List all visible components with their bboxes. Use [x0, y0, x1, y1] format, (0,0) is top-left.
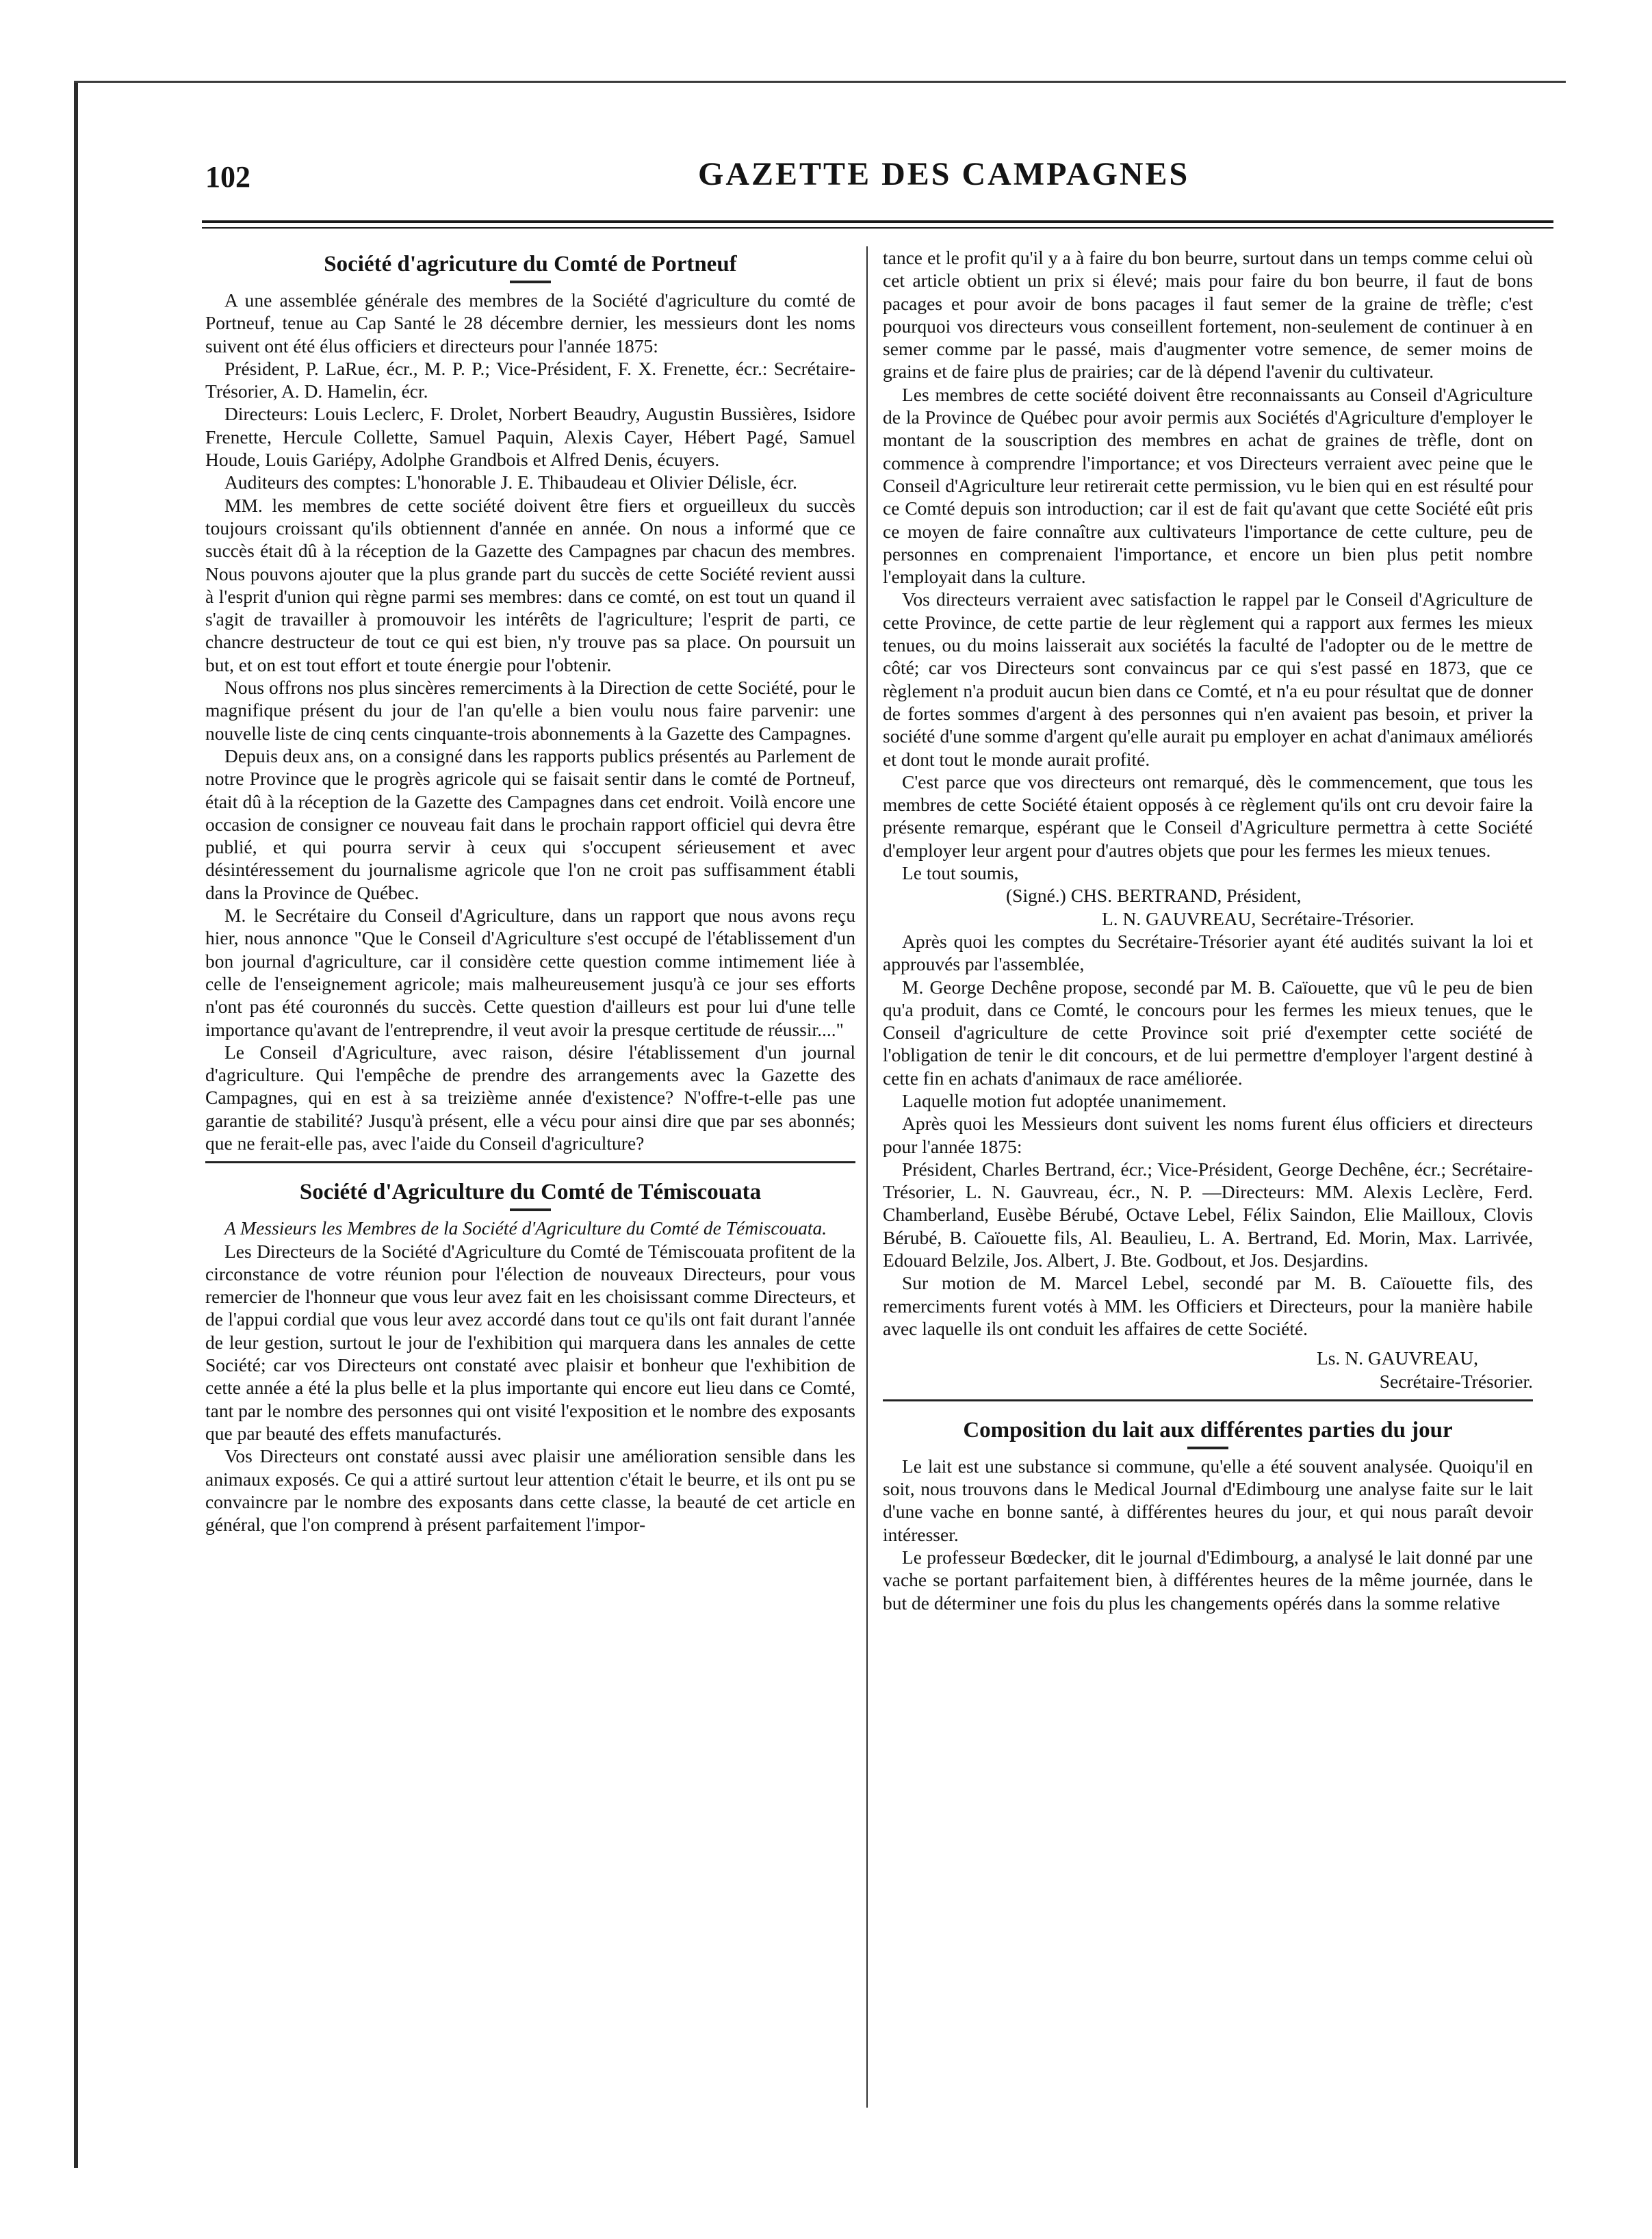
paragraph: tance et le profit qu'il y a à faire du bon beurre, surtout dans un temps comme celui où cet article obtient un prix si élevé; mais pour faire du bon beurre, il faut de bons pacages et pour avoir de bons pacages il faut semer de la graine de trèfle; c'est pourquoi vos directeurs vous conseillent fortement, non-seulement de continuer à en semer comme par le passé, mais d'augmenter votre semence, de semer moins de grains et de faire plus de prairies; car de là dépend l'avenir du cultivateur.	[883, 247, 1533, 383]
signature-title: Secrétaire-Trésorier.	[1379, 1370, 1533, 1392]
page-edge-left	[74, 81, 78, 2168]
running-title: GAZETTE DES CAMPAGNES	[698, 156, 1190, 192]
title-rule	[510, 1208, 551, 1211]
page-number: 102	[205, 160, 250, 194]
paragraph: M. George Dechêne propose, secondé par M. B. Caïouette, que vû le peu de bien qu'a produit, dans ce Comté, le concours pour les fermes les mieux tenues, que le Conseil d'agriculture de cette Province soit prié d'exempter cette société de l'obligation de tenir le dit concours, et de lui permettre d'employer l'argent destiné à cette fin en achats d'animaux de race améliorée.	[883, 976, 1533, 1089]
signature-line: (Signé.) CHS. BERTRAND, Président,	[1006, 885, 1302, 907]
signature-block	[883, 884, 1533, 930]
paragraph: Le professeur Bœdecker, dit le journal d'Edimbourg, a analysé le lait donné par une vache se portant parfaitement bien, à différentes heures de la même journée, dans le but de déterminer une fois du plus les changements opérés dans la somme relative	[883, 1546, 1533, 1614]
paragraph: Président, P. LaRue, écr., M. P. P.; Vice-Président, F. X. Frenette, écr.: Secrétaire-Trésorier, A. D. Hamelin, écr.	[205, 357, 855, 402]
paragraph: Le tout soumis,	[902, 862, 1019, 884]
paragraph: Vos directeurs verraient avec satisfaction le rappel par le Conseil d'Agriculture de cette Province, de cette partie de leur règlement qui a rapport aux fermes les mieux tenues, ou du moins laisserait aux sociétés la faculté de l'adopter ou de le mettre de côté; car vos Directeurs sont convaincus par ce qui s'est passé en 1873, que ce règlement n'a produit aucun bien dans ce Comté, et n'a eu pour résultat que de donner de fortes sommes d'argent à des personnes qui n'en avaient pas besoin, et priver la société d'une somme d'argent qu'elle aurait pu employer en achat d'animaux améliorés et dont tout le monde aurait profité.	[883, 588, 1533, 770]
page-header	[205, 147, 1553, 209]
salutation: A Messieurs les Membres de la Société d'Agriculture du Comté de Témiscouata.	[224, 1217, 827, 1239]
paragraph: Les membres de cette société doivent être reconnaissants au Conseil d'Agriculture de la Province de Québec pour avoir permis aux Sociétés d'Agriculture d'employer le montant de la souscription des membres en achat de graines de trèfle, dont on commence à comprendre l'importance; et vos Directeurs verraient avec peine que le Conseil d'Agriculture leur retirerait cette permission, vu le bien qui en est résulté pour ce Comté depuis son introduction; car il est de fait qu'avant que cette Société eût pris ce moyen de faire connaître aux cultivateurs l'importance de cette culture, peu de personnes en comprenaient l'importance, et encore un bien plus petit nombre l'employait dans la culture.	[883, 383, 1533, 588]
title-rule	[1187, 1447, 1228, 1449]
paragraph: MM. les membres de cette société doivent être fiers et orgueilleux du succès toujours croissant qu'ils obtiennent d'année en année. On nous a informé que ce succès était dû à la réception de la Gazette des Campagnes par chacun des membres. Nous pouvons ajouter que la plus grande part du succès de cette Société revient aussi à l'esprit d'union qui règne parmi ses membres: dans ce comté, on est tout un quand il s'agit de travailler à promouvoir les intérêts de l'agriculture; l'esprit de parti, ce chancre destructeur de tout ce qui est bien, n'y trouve pas sa place. On poursuit un but, et on est tout effort et toute énergie pour l'obtenir.	[205, 494, 855, 675]
paragraph: Après quoi les Messieurs dont suivent les noms furent élus officiers et directeurs pour l'année 1875:	[883, 1113, 1533, 1157]
paragraph: Sur motion de M. Marcel Lebel, secondé par M. B. Caïouette fils, des remerciments furent votés à MM. les Officiers et Directeurs, pour la manière habile avec laquelle ils ont conduit les affaires de cette Société.	[883, 1272, 1533, 1339]
title-rule	[510, 281, 551, 283]
header-rule	[202, 220, 1553, 223]
paragraph: Directeurs: Louis Leclerc, F. Drolet, Norbert Beaudry, Augustin Bussières, Isidore Frenette, Hercule Collette, Samuel Paquin, Alexis Cayer, Hébert Pagé, Samuel Houde, Louis Gariépy, Adolphe Grandbois et Alfred Denis, écuyers.	[205, 403, 855, 471]
paragraph: C'est parce que vos directeurs ont remarqué, dès le commencement, que tous les membres de cette Société étaient opposés à ce règlement qu'ils ont cru devoir faire la présente remarque, espérant que le Conseil d'Agriculture permettra à cette Société d'employer leur argent pour d'autres objets que pour les fermes les mieux tenues.	[883, 771, 1533, 861]
paragraph: Depuis deux ans, on a consigné dans les rapports publics présentés au Parlement de notre Province que le progrès agricole qui se faisait sentir dans le comté de Portneuf, était dû à la réception de la Gazette des Campagnes dans cet endroit. Voilà encore une occasion de consigner ce nouveau fait dans le prochain rapport officiel qui devra être publié, et qui pourra servir à ceux qui s'occupent sérieusement et avec désintéressement du journalisme agricole que l'on ne croit pas suffisamment établi dans la Province de Québec.	[205, 745, 855, 903]
paragraph: Le Conseil d'Agriculture, avec raison, désire l'établissement d'un journal d'agriculture. Qui l'empêche de prendre des arrangements avec la Gazette des Campagnes, qui en est à sa treizième année d'existence? N'offre-t-elle pas une garantie de stabilité? Jusqu'à présent, elle a vécu pour ainsi dire que par ses abonnés; que ne ferait-elle pas, avec l'aide du Conseil d'agriculture?	[205, 1041, 855, 1154]
paragraph: Après quoi les comptes du Secrétaire-Trésorier ayant été audités suivant la loi et approuvés par l'assemblée,	[883, 930, 1533, 975]
section-title-portneuf: Société d'agricuture du Comté de Portneuf	[324, 252, 737, 276]
paragraph: Auditeurs des comptes: L'honorable J. E. Thibaudeau et Olivier Délisle, écr.	[224, 471, 797, 493]
paragraph: Président, Charles Bertrand, écr.; Vice-Président, George Dechêne, écr.; Secrétaire-Trésorier, L. N. Gauvreau, écr., N. P. —Directeurs: MM. Alexis Leclère, Ferd. Chamberland, Eusèbe Bérubé, Octave Lebel, Félix Saindon, Elie Mailloux, Clovis Bérubé, B. Caïouette fils, Al. Beaulieu, L. A. Bertrand, Ed. Morin, Max. Larrivée, Edouard Belzile, Jos. Albert, J. Bte. Godbout, et Jos. Desjardins.	[883, 1158, 1533, 1271]
paragraph: M. le Secrétaire du Conseil d'Agriculture, dans un rapport que nous avons reçu hier, nous annonce "Que le Conseil d'Agriculture s'est occupé de l'établissement d'un bon journal d'agriculture, car il considère cette question comme intimement liée à celle de l'enseignement agricole; mais malheureusement jusqu'à ce jour ses efforts n'ont pas été couronnés du succès. Cette question d'ailleurs est pour lui d'une telle importance qu'avant de l'entreprendre, il veut avoir la presque certitude de réussir...."	[205, 905, 855, 1040]
paragraph: Les Directeurs de la Société d'Agriculture du Comté de Témiscouata profitent de la circonstance de votre réunion pour l'élection de nouveaux Directeurs, pour vous remercier de l'honneur que vous leur avez fait en les choisissant comme Directeurs, et de l'appui cordial que vous leur avez accordé dans tout ce qu'ils ont fait durant l'année de leur gestion, surtout le jour de l'exhibition qui marquera dans les annales de cette Société; car vos Directeurs ont constaté avec plaisir et bonheur que l'exhibition de cette année a été la plus belle et la plus importante qui encore eut lieu dans ce Comté, tant par le nombre des personnes qui ont visité l'exposition et le nombre des exposants que par beauté des effets manufacturés.	[205, 1240, 855, 1444]
section-title-temiscouata: Société d'Agriculture du Comté de Témiscouata	[299, 1180, 762, 1205]
paragraph: Laquelle motion fut adoptée unanimement.	[902, 1089, 1227, 1111]
page-edge-top	[74, 81, 1566, 83]
paragraph: A une assemblée générale des membres de la Société d'agriculture du comté de Portneuf, tenue au Cap Santé le 28 décembre dernier, les messieurs dont les noms suivent ont été élus officiers et directeurs pour l'année 1875:	[205, 289, 855, 357]
signature-line: L. N. GAUVREAU, Secrétaire-Trésorier.	[1102, 907, 1415, 929]
right-column	[883, 246, 1533, 2108]
section-title-milk: Composition du lait aux différentes parties du jour	[963, 1417, 1453, 1442]
left-column	[205, 246, 855, 2108]
section-rule	[883, 1399, 1533, 1401]
column-divider	[866, 246, 868, 2108]
paragraph: Vos Directeurs ont constaté aussi avec plaisir une amélioration sensible dans les animaux exposés. Ce qui a attiré surtout leur attention c'était le beurre, et ils ont pu se convaincre par le nombre des exposants dans cette classe, la beauté de cet article en général, que l'on comprend à présent parfaitement l'impor-	[205, 1445, 855, 1536]
signature-name: Ls. N. GAUVREAU,	[1316, 1347, 1478, 1369]
paragraph: Le lait est une substance si commune, qu'elle a été souvent analysée. Quoiqu'il en soit, nous trouvons dans le Medical Journal d'Edimbourg une analyse faite sur le lait d'une vache en bonne santé, à différentes heures du jour, et qui nous paraît devoir intéresser.	[883, 1455, 1533, 1545]
section-rule	[205, 1161, 855, 1163]
header-rule-thin	[202, 227, 1553, 229]
paragraph: Nous offrons nos plus sincères remerciments à la Direction de cette Société, pour le magnifique présent du jour de l'an qu'elle a bien voulu nous faire parvenir: une nouvelle liste de cinq cents cinquante-trois abonnements à la Gazette des Campagnes.	[205, 677, 855, 744]
